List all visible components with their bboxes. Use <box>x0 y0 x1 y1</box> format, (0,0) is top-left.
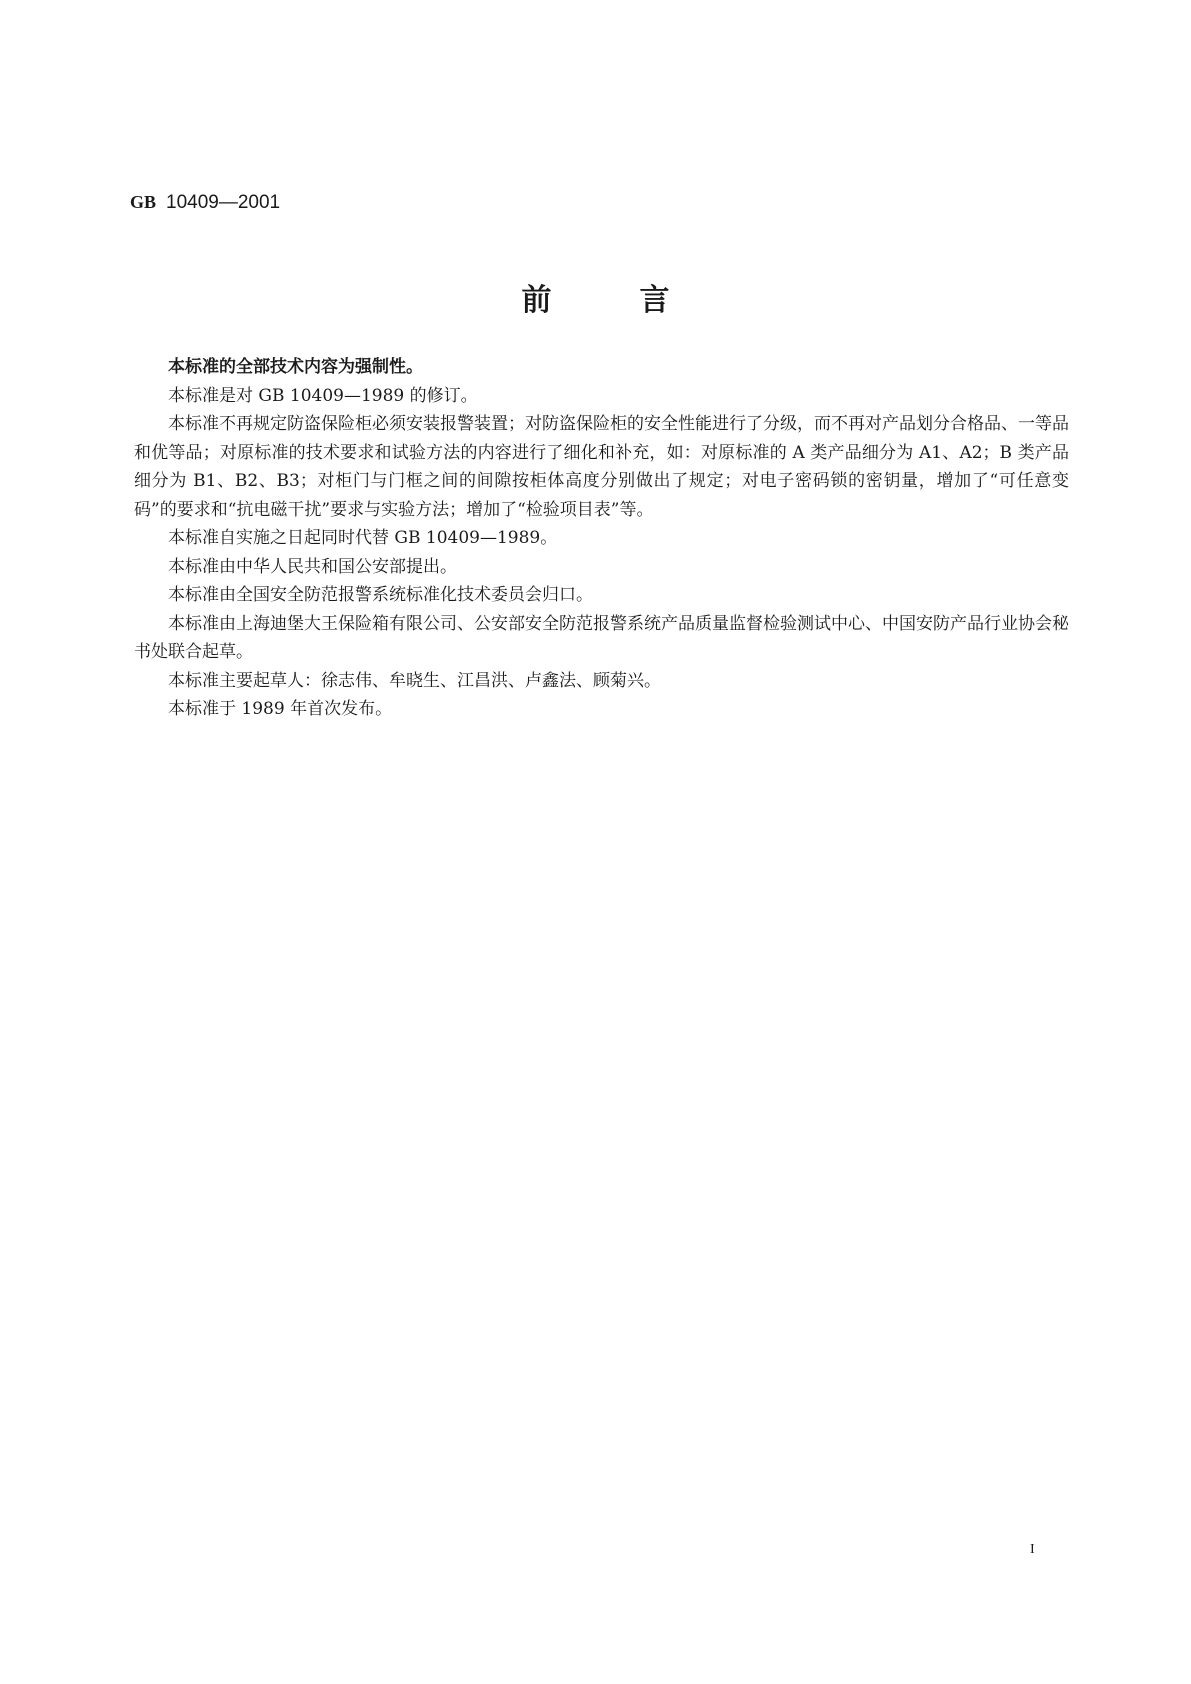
paragraph-committee: 本标准由全国安全防范报警系统标准化技术委员会归口。 <box>168 585 593 605</box>
paragraph-proposer: 本标准由中华人民共和国公安部提出。 <box>168 556 457 577</box>
title-char-2: 言 <box>639 283 670 318</box>
document-header <box>130 190 280 215</box>
title-char-1: 前 <box>521 283 552 318</box>
page-number: I <box>1030 1542 1035 1557</box>
standard-number: 10409—2001 <box>166 192 281 213</box>
standard-prefix: GB <box>130 192 157 212</box>
page-title <box>0 281 1191 321</box>
paragraph-revision: 本标准是对 GB 10409—1989 的修订。 <box>168 385 478 406</box>
paragraph-drafting-orgs: 本标准由上海迪堡大王保险箱有限公司、公安部安全防范报警系统产品质量监督检验测试中心、中国安防产品行业协会秘书处联合起草。 <box>134 613 1069 662</box>
paragraph-replacement: 本标准自实施之日起同时代替 GB 10409—1989。 <box>168 528 558 548</box>
foreword-body <box>134 353 1069 724</box>
paragraph-first-release: 本标准于 1989 年首次发布。 <box>168 699 393 719</box>
paragraph-mandatory-notice: 本标准的全部技术内容为强制性。 <box>168 357 423 377</box>
paragraph-changes: 本标准不再规定防盗保险柜必须安装报警装置；对防盗保险柜的安全性能进行了分级，而不再对产品划分合格品、一等品和优等品；对原标准的技术要求和试验方法的内容进行了细化和补充，如：对原标准的 A 类产品细分为 A1、A2；B 类产品细分为 B1、B2、B3；对柜门与门框之间的间隙按柜体高度分别做出了规定；对电子密码锁的密钥量，增加了“可任意变码”的要求和“抗电磁干扰”要求与实验方法；增加了“检验项目表”等。 <box>134 414 1069 520</box>
paragraph-drafters: 本标准主要起草人：徐志伟、牟晓生、江昌洪、卢鑫法、顾菊兴。 <box>168 670 661 691</box>
